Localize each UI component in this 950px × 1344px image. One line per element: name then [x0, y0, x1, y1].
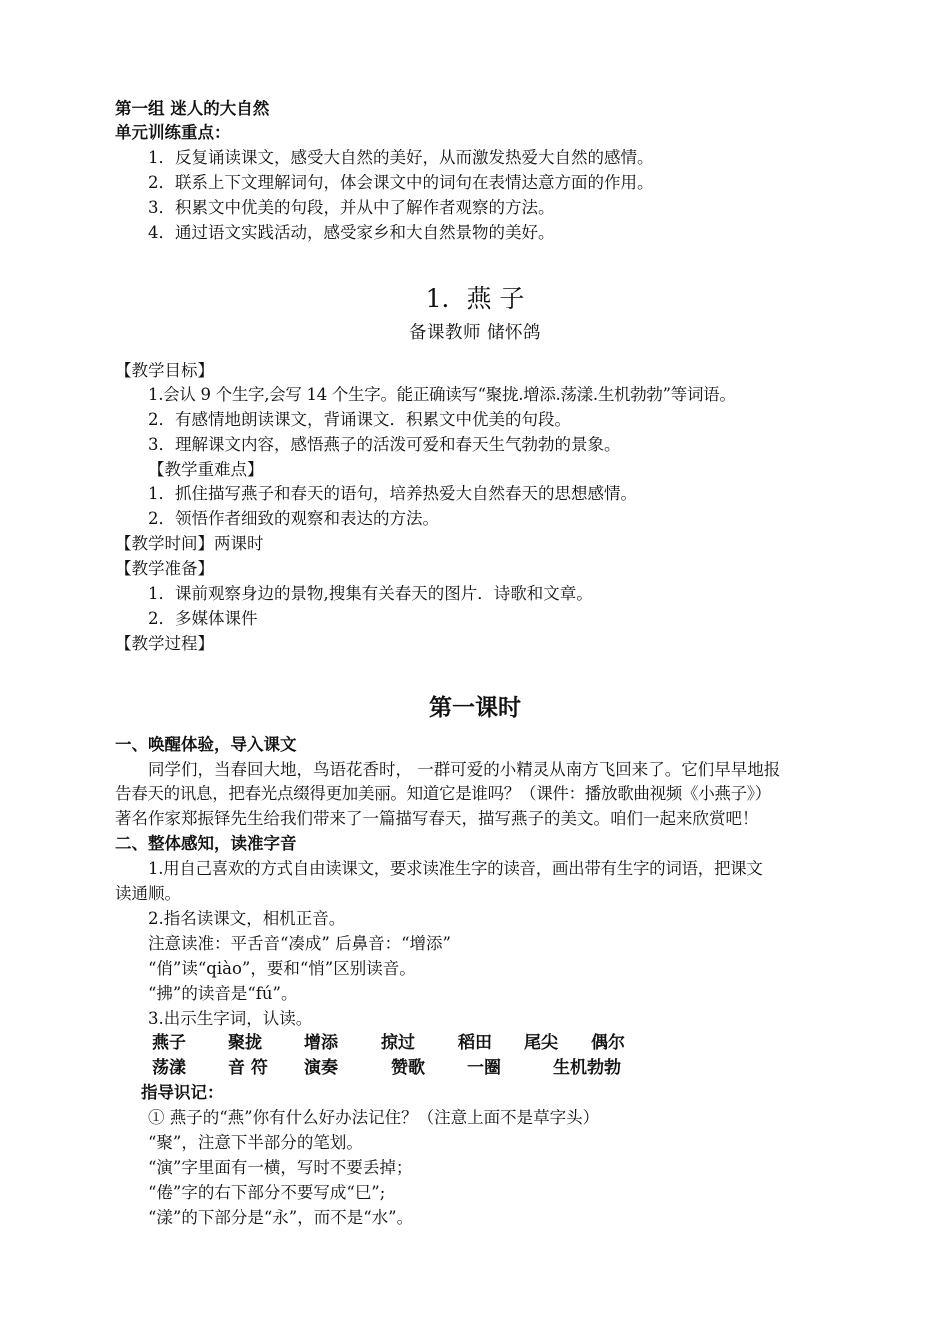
pronunciation-note: “拂”的读音是“fú”。 — [148, 984, 298, 1003]
vocab-word: 稻田 — [458, 1033, 492, 1053]
vocab-word: 燕子 — [152, 1033, 186, 1053]
process-heading: 【教学过程】 — [115, 634, 214, 653]
objective-item: 1.会认 9 个生字,会写 14 个生字。能正确读写“聚拢.增添.荡漾.生机勃勃”等词语。 — [148, 385, 736, 404]
guide-item: “聚”，注意下半部分的笔划。 — [148, 1133, 363, 1152]
section2-step3: 3.出示生字词，认读。 — [148, 1009, 313, 1028]
preparation-heading: 【教学准备】 — [115, 559, 214, 578]
teaching-time: 【教学时间】两课时 — [115, 534, 264, 553]
session-title: 第一课时 — [429, 695, 521, 721]
preparation-item: 2．多媒体课件 — [148, 609, 258, 628]
objective-item: 3．理解课文内容，感悟燕子的活泼可爱和春天生气勃勃的景象。 — [148, 435, 621, 454]
guide-item: “演”字里面有一横，写时不要丢掉； — [148, 1158, 413, 1177]
section2-step2: 2.指名读课文，相机正音。 — [148, 909, 346, 928]
key-points-heading: 【教学重难点】 — [148, 460, 264, 479]
pronunciation-note: 注意读准：平舌音“凑成” 后鼻音：“增添” — [148, 934, 451, 953]
vocab-word: 生机勃勃 — [553, 1058, 621, 1078]
section1-paragraph-line: 著名作家郑振铎先生给我们带来了一篇描写春天，描写燕子的美文。咱们一起来欣赏吧！ — [115, 809, 759, 828]
guide-item: ① 燕子的“燕”你有什么好办法记住？（注意上面不是草字头） — [148, 1108, 600, 1127]
key-point-item: 2．领悟作者细致的观察和表达的方法。 — [148, 509, 439, 528]
guide-item: “漾”的下部分是“永”，而不是“水”。 — [148, 1208, 414, 1227]
vocab-word: 一圈 — [467, 1058, 501, 1078]
pronunciation-note: “俏”读“qiào”，要和“悄”区别读音。 — [148, 959, 416, 978]
vocab-word: 掠过 — [381, 1033, 415, 1053]
vocab-word: 聚拢 — [228, 1033, 262, 1053]
section2-step1-line: 1.用自己喜欢的方式自由读课文，要求读准生字的读音，画出带有生字的词语，把课文 — [148, 859, 763, 878]
vocab-word: 偶尔 — [591, 1033, 625, 1053]
objective-item: 2．有感情地朗读课文，背诵课文．积累文中优美的句段。 — [148, 410, 571, 429]
vocab-word: 荡漾 — [152, 1058, 186, 1078]
key-point-item: 1．抓住描写燕子和春天的语句，培养热爱大自然春天的思想感情。 — [148, 484, 637, 503]
objectives-heading: 【教学目标】 — [115, 361, 214, 380]
guide-heading: 指导识记： — [141, 1083, 224, 1102]
unit-focus-heading: 单元训练重点： — [115, 123, 231, 142]
vocab-word: 演奏 — [304, 1058, 338, 1078]
unit-focus-item: 1．反复诵读课文，感受大自然的美好，从而激发热爱大自然的感情。 — [148, 148, 654, 167]
section1-paragraph-line: 告春天的讯息，把春光点缀得更加美丽。知道它是谁吗？（课件：播放歌曲视频《小燕子》） — [115, 784, 771, 803]
preparation-item: 1．课前观察身边的景物,搜集有关春天的图片．诗歌和文章。 — [148, 584, 593, 603]
lesson-title: 1．燕 子 — [425, 284, 525, 313]
unit-focus-item: 2．联系上下文理解词句，体会课文中的词句在表情达意方面的作用。 — [148, 173, 654, 192]
section1-paragraph-line: 同学们，当春回大地，鸟语花香时， 一群可爱的小精灵从南方飞回来了。它们早早地报 — [148, 760, 781, 779]
vocab-word: 增添 — [304, 1033, 338, 1053]
guide-item: “倦”字的右下部分不要写成“巳”; — [148, 1183, 386, 1202]
section1-heading: 一、唤醒体验，导入课文 — [115, 735, 297, 754]
unit-focus-item: 3．积累文中优美的句段，并从中了解作者观察的方法。 — [148, 198, 555, 217]
vocab-word: 尾尖 — [524, 1033, 558, 1053]
section2-step1-line: 读通顺。 — [115, 884, 181, 903]
vocab-word: 赞歌 — [391, 1058, 425, 1078]
unit-title: 第一组 迷人的大自然 — [115, 99, 270, 118]
teacher-line: 备课教师 储怀鸽 — [408, 323, 542, 343]
section2-heading: 二、整体感知，读准字音 — [115, 834, 297, 853]
vocab-word: 音 符 — [228, 1058, 268, 1078]
unit-focus-item: 4．通过语文实践活动，感受家乡和大自然景物的美好。 — [148, 223, 555, 242]
